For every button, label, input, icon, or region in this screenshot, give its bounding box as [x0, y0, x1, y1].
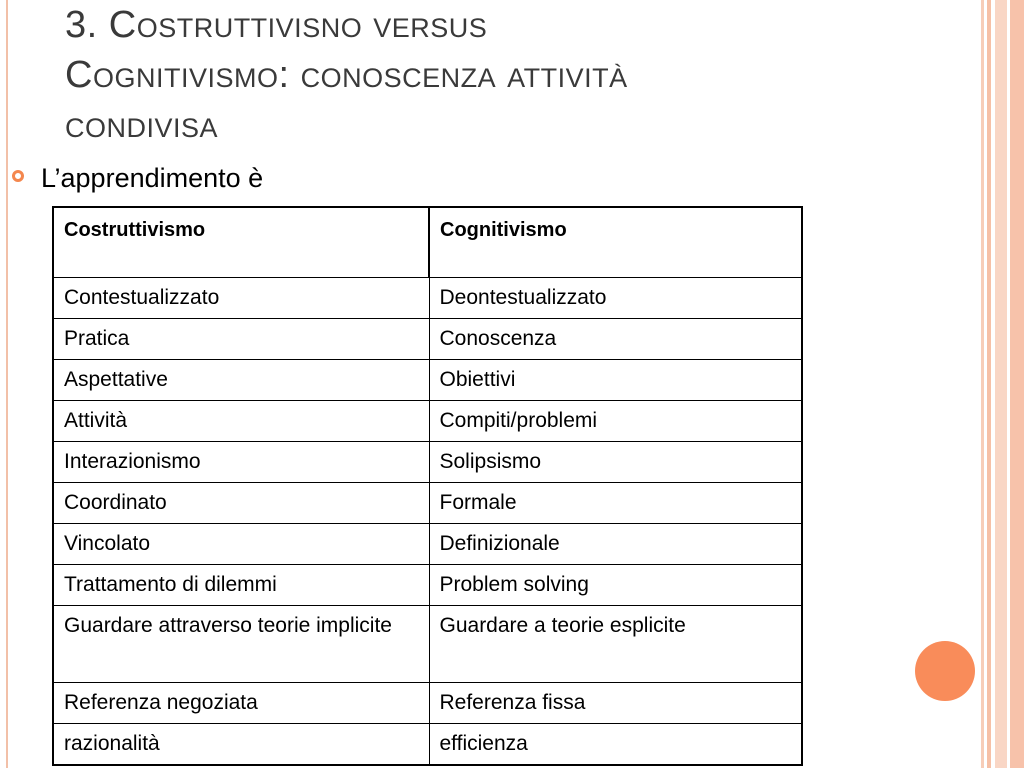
slide-title	[65, 0, 945, 150]
table-row	[53, 360, 802, 401]
table-row	[53, 442, 802, 483]
table-cell: Vincolato	[53, 524, 429, 565]
table-cell: Formale	[429, 483, 802, 524]
slide-title-line-3: condivisa	[65, 104, 219, 146]
table-row	[53, 401, 802, 442]
table-cell: Referenza negoziata	[53, 683, 429, 724]
right-decorative-stripe	[1010, 0, 1024, 768]
table-cell: razionalità	[53, 724, 429, 766]
table-cell: Pratica	[53, 319, 429, 360]
table-header-row	[53, 207, 802, 278]
table-row	[53, 724, 802, 766]
table-cell: Deontestualizzato	[429, 278, 802, 319]
table-row	[53, 524, 802, 565]
table-row	[53, 278, 802, 319]
header-costruttivismo: Costruttivismo	[53, 207, 429, 278]
table-cell: Conoscenza	[429, 319, 802, 360]
decorative-circle	[915, 641, 975, 701]
table-cell: Contestualizzato	[53, 278, 429, 319]
table-cell: Interazionismo	[53, 442, 429, 483]
table-cell: efficienza	[429, 724, 802, 766]
right-decorative-stripe	[981, 0, 984, 768]
bullet-text: L’apprendimento è	[41, 163, 264, 193]
table-cell: Trattamento di dilemmi	[53, 565, 429, 606]
table-row	[53, 565, 802, 606]
table-cell: Aspettative	[53, 360, 429, 401]
table-cell: Referenza fissa	[429, 683, 802, 724]
comparison-table	[52, 206, 803, 766]
left-decorative-rule	[6, 0, 8, 768]
table-cell: Coordinato	[53, 483, 429, 524]
table-row	[53, 319, 802, 360]
right-decorative-stripe	[987, 0, 991, 768]
table-cell: Attività	[53, 401, 429, 442]
slide-title-line-2: Cognitivismo: conoscenza attività	[65, 54, 628, 96]
table-cell: Guardare a teorie esplicite	[429, 606, 802, 683]
table-cell: Definizionale	[429, 524, 802, 565]
table-row	[53, 606, 802, 683]
header-cognitivismo: Cognitivismo	[429, 207, 802, 278]
table-cell: Obiettivi	[429, 360, 802, 401]
bullet-ring-icon	[12, 170, 24, 182]
table-cell: Guardare attraverso teorie implicite	[53, 606, 429, 683]
table-row	[53, 483, 802, 524]
table-cell: Solipsismo	[429, 442, 802, 483]
table-row	[53, 683, 802, 724]
right-decorative-stripe	[995, 0, 1007, 768]
slide-title-line-1: 3. Costruttivisno versus	[65, 4, 488, 46]
table-cell: Compiti/problemi	[429, 401, 802, 442]
table-cell: Problem solving	[429, 565, 802, 606]
